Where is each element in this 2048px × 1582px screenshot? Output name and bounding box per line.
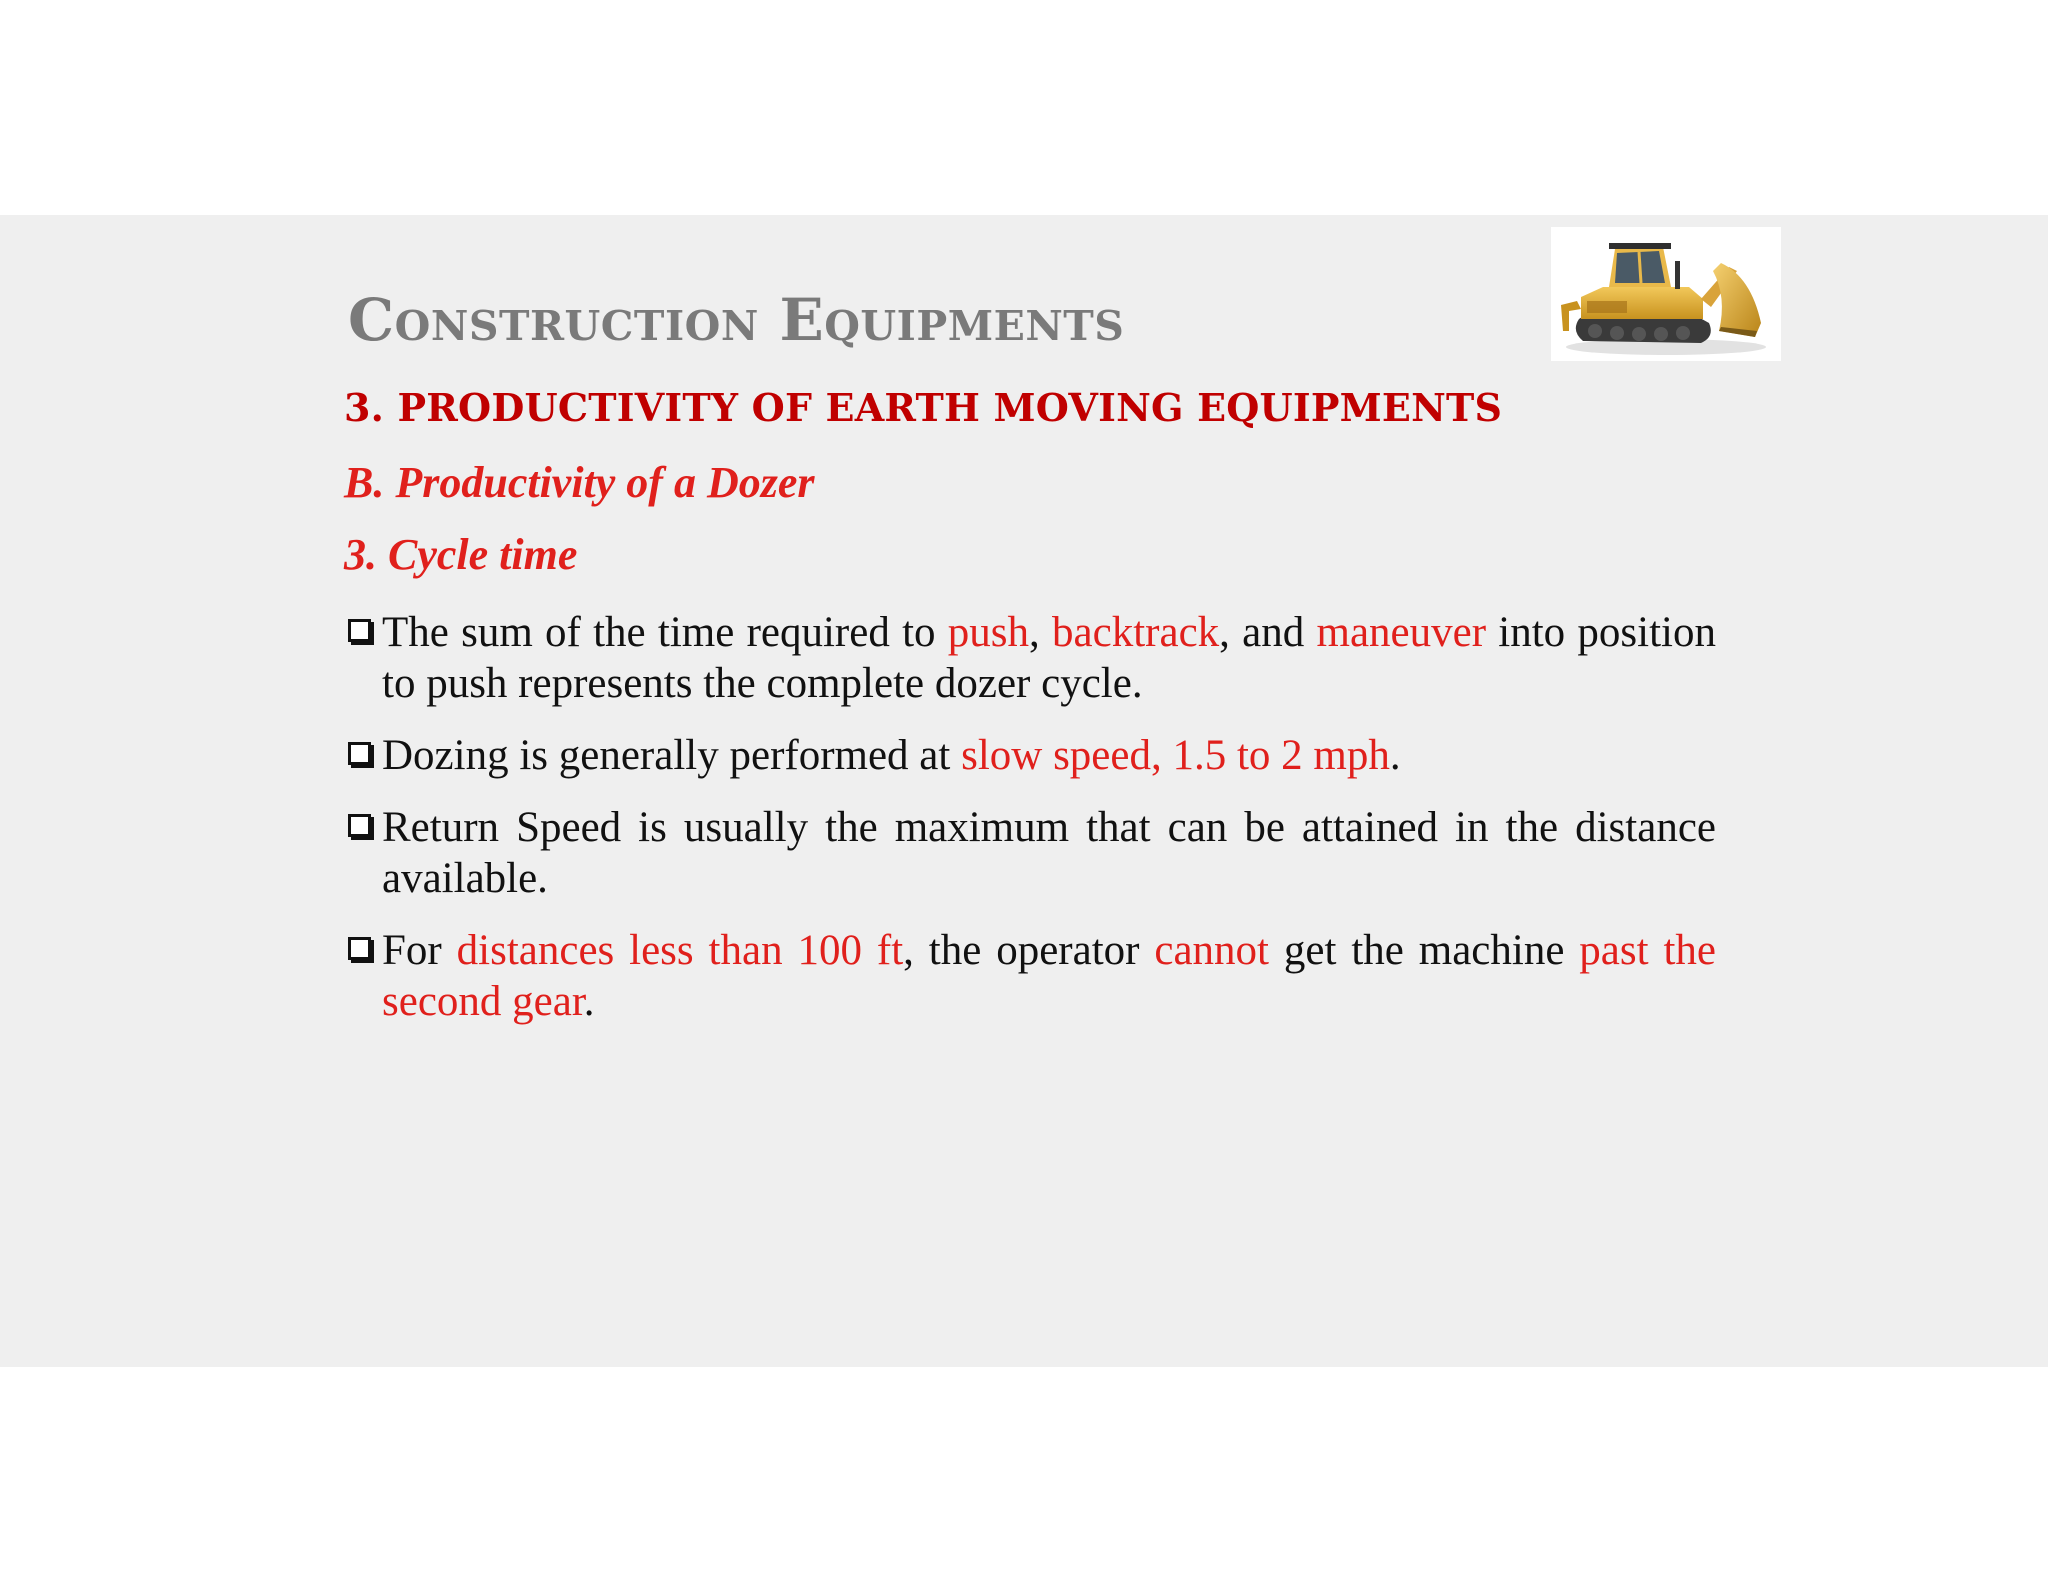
bullet-text: Return Speed is usually the maximum that can be attained in the distance available. [382,804,1716,902]
bullet-text: , [1029,609,1053,656]
bullet-list [344,607,1716,1048]
bullet-text: into position to push represents the complete dozer cycle. [382,609,1717,707]
highlight-distance: distances less than 100 ft [456,927,904,974]
checkbox-bullet-icon [348,742,371,765]
bullet-text: Dozing is generally performed at [382,732,962,779]
checkbox-bullet-icon [348,619,371,642]
bullet-text: . [583,978,595,1025]
highlight-cannot: cannot [1154,927,1269,974]
bullet-text: , the operator [903,927,1155,974]
highlight-maneuver: maneuver [1316,609,1487,656]
subheading-cycle-time: 3. Cycle time [344,530,578,579]
slide [0,215,2048,1367]
highlight-backtrack: backtrack [1052,609,1220,656]
subheading-dozer-productivity: B. Productivity of a Dozer [344,458,815,507]
bulldozer-image [1551,227,1781,361]
bullet-item-cycle-definition [344,607,1716,709]
slide-title: Construction Equipments [348,286,1125,354]
bullet-text: For [382,927,457,974]
checkbox-bullet-icon [348,814,371,837]
bullet-text: The sum of the time required to [382,609,948,656]
highlight-second-gear: past the second gear [382,927,1716,1025]
bullet-item-return-speed [344,802,1716,904]
highlight-push: push [947,609,1030,656]
highlight-slow-speed: slow speed, 1.5 to 2 mph [961,732,1390,779]
bullet-text: , and [1219,609,1317,656]
checkbox-bullet-icon [348,937,371,960]
bullet-text: get the machine [1269,927,1580,974]
bullet-text: . [1389,732,1401,779]
section-heading: 3. PRODUCTIVITY OF EARTH MOVING EQUIPMENTS [344,385,1503,430]
bullet-item-dozing-speed [344,730,1716,781]
bullet-item-short-distances [344,925,1716,1027]
